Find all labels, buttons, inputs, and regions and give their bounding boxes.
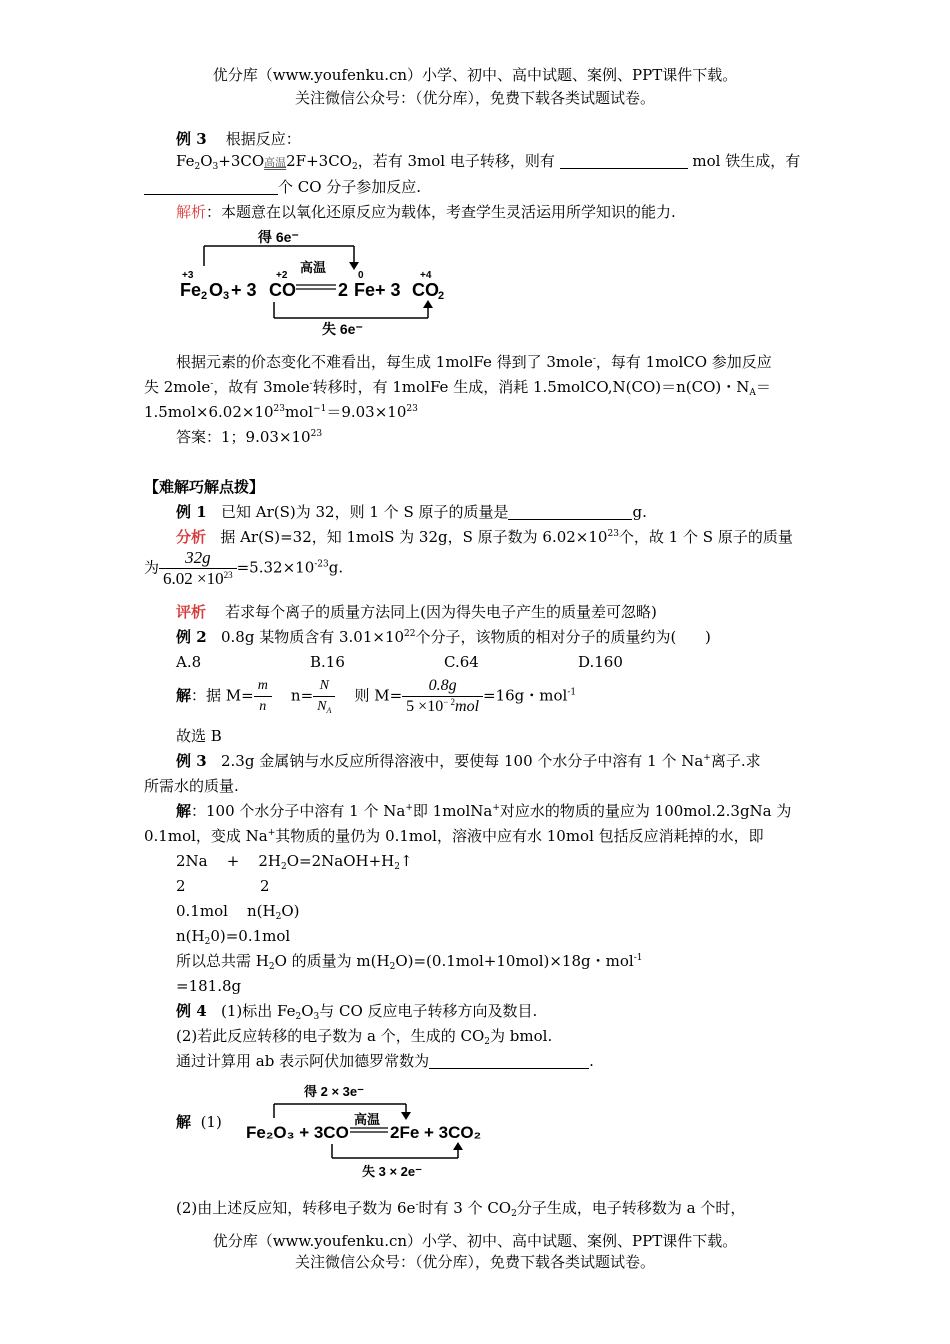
ex3a-heading: 例 3 根据反应： (176, 130, 301, 148)
ex2-option-a[interactable]: A.8 (176, 653, 202, 671)
ex3-equation: 2Na + $2H_2O=2NaOH+H_2↑$ (176, 852, 413, 872)
ex1-analysis-line2: 为 $\frac{32g}{6.02 \times 10^{23}}$ $=5.32\times 10^{-23}g$. (144, 548, 344, 588)
answer-blank-4[interactable] (429, 1052, 589, 1069)
svg-text:3: 3 (223, 290, 230, 302)
answer-blank-2[interactable] (144, 178, 278, 195)
fraction-32g: $\frac{32g}{6.02 \times 10^{23}}$ (159, 548, 237, 589)
electron-transfer-diagram-1 (176, 226, 476, 346)
ex3a-para-line3: $1.5mol\times 6.02\times 10^{23}mol^{-1}=9.03\times 10^{23}$ (144, 403, 418, 421)
svg-text:2: 2 (338, 280, 349, 300)
svg-text:CO: CO (269, 280, 296, 300)
ex1-question: 例 1 已知 Ar(S)为 32，则 1 个 S 原子的质量是 g. (176, 503, 647, 521)
ex3a-analysis: 解析：本题意在以氧化还原反应为载体，考查学生灵活运用所学知识的能力. (176, 203, 676, 221)
section-title: 【难解巧解点拨】 (144, 478, 265, 496)
page-footer-line1: 优分库（www.youfenku.cn）小学、初中、高中试题、案例、PPT课件下载。 (212, 1232, 738, 1250)
electron-transfer-diagram-2 (244, 1078, 494, 1186)
gain-label: 得 6e⁻ (258, 229, 299, 245)
ex1-analysis-line1: 分析 据 Ar(S)=32，知 1molS 为 32g，S 原子数为 $6.02\times 10^{23}$个，故 1 个 S 原子的质量 (176, 528, 793, 546)
page-header-line2: 关注微信公众号：（优分库），免费下载各类试题试卷。 (294, 89, 655, 107)
ex4-part2-solution: (2)由上述反应知，转移电子数为 6e-时有 3 个 $CO_2$分子生成，电子转移数为 a 个时， (176, 1199, 746, 1219)
ox-state-c4: +4 (420, 270, 432, 281)
lose-label-2: 失 3 × 2e⁻ (362, 1164, 422, 1179)
ex1-comment: 评析 若求每个离子的质量方法同上(因为得失电子产生的质量差可忽略) (176, 603, 657, 621)
svg-text:2: 2 (201, 290, 208, 302)
ex3-amounts: 0.1mol $n(H_2O)$ (176, 902, 300, 922)
gain-label-2: 得 2 × 3e⁻ (304, 1084, 364, 1099)
ex3-question-line2: 所需水的质量. (144, 777, 239, 795)
lose-label: 失 6e⁻ (322, 321, 363, 337)
ex2-solution: 解：据 M= $\frac{m}{n}$ n= $\frac{N}{N_A}$ 则 M= $\frac{0.8g}{5 \times 10^{- 2}mol}$ =16g・mol$^{-1}$ (176, 677, 577, 715)
ex4-part1: 例 4 (1)标出 $Fe_2O_3$与 CO 反应电子转移方向及数目. (176, 1002, 538, 1022)
svg-text:Fe₂O₃ + 3CO: Fe₂O₃ + 3CO (246, 1123, 349, 1142)
ox-state-fe: +3 (182, 270, 194, 281)
answer-blank-3[interactable] (508, 503, 632, 520)
ex2-choose: 故选 B (176, 727, 222, 745)
ex3-solution-line2: 0.1mol，变成 Na+其物质的量仍为 0.1mol，溶液中应有水 10mol 包括反应消耗掉的水，即 (144, 827, 764, 845)
ex3-coeff-1: 2 (176, 877, 186, 895)
ox-state-fe0: 0 (358, 270, 364, 281)
ex3-question-line1: 例 3 2.3g 金属钠与水反应所得溶液中，要使每 100 个水分子中溶有 1 个 Na+离子.求 (176, 752, 761, 770)
ex3-water-amount: $n(H_20)=0.1mol$ (176, 927, 291, 947)
ex3-solution-line1: 解：100 个水分子中溶有 1 个 Na+即 1molNa+对应水的物质的量应为 100mol.2.3gNa 为 (176, 802, 792, 820)
answer-blank-1[interactable] (560, 152, 688, 169)
ex4-solution-label: 解 (1) (176, 1113, 222, 1131)
ex2-question: 例 2 0.8g 某物质含有 $3.01\times 10^{22}$个分子，该物质的相对分子的质量约为( ) (176, 628, 711, 646)
svg-text:2Fe + 3CO₂: 2Fe + 3CO₂ (390, 1123, 482, 1142)
ex4-part2: (2)若此反应转移的电子数为 a 个，生成的 $CO_2$为 bmol. (176, 1027, 553, 1047)
svg-text:O: O (209, 280, 224, 300)
ex3-coeff-2: 2 (260, 877, 270, 895)
ex2-option-c[interactable]: C.64 (444, 653, 479, 671)
page-footer-line2: 关注微信公众号：（优分库），免费下载各类试题试卷。 (294, 1253, 655, 1271)
svg-text:Fe: Fe (354, 280, 376, 300)
svg-text:+ 3: + 3 (375, 280, 401, 300)
page-header-line1: 优分库（www.youfenku.cn）小学、初中、高中试题、案例、PPT课件下载。 (212, 66, 738, 84)
ex4-part3: 通过计算用 ab 表示阿伏加德罗常数为 . (176, 1052, 594, 1070)
ex2-option-b[interactable]: B.16 (310, 653, 345, 671)
svg-text:+ 3: + 3 (231, 280, 257, 300)
ex3a-para-line2: 失 2mole-，故有 3mole-转移时，有 1molFe 生成，消耗 1.5molCO,N(CO)＝n(CO)・$N_A=$ (144, 378, 771, 398)
svg-text:CO: CO (412, 280, 439, 300)
ex2-option-d[interactable]: D.160 (578, 653, 623, 671)
svg-text:2: 2 (438, 290, 445, 302)
ex3-total-water: 所以总共需 $H_2O$ 的质量为 $m(H_2O)=(0.1mol+10mol)\times 18g$・mol$^{-1}$ (176, 952, 643, 972)
cond-label-2: 高温 (354, 1112, 381, 1127)
ex3-result: =181.8g (176, 977, 242, 995)
ex3a-question-line1: $Fe_2O_3+3CO$高温$2F+3CO_2$，若有 3mol 电子转移，则有 mol 铁生成，有 (176, 152, 801, 172)
ex3a-answer: 答案：1；$9.03\times 10^{23}$ (176, 428, 323, 446)
ox-state-c: +2 (276, 270, 288, 281)
ex3a-question-line2: 个 CO 分子参加反应. (144, 177, 421, 197)
ex3a-para-line1: 根据元素的价态变化不难看出，每生成 1molFe 得到了 3mole-，每有 1molCO 参加反应 (176, 353, 772, 371)
cond-label: 高温 (300, 260, 327, 275)
svg-text:Fe: Fe (180, 280, 202, 300)
